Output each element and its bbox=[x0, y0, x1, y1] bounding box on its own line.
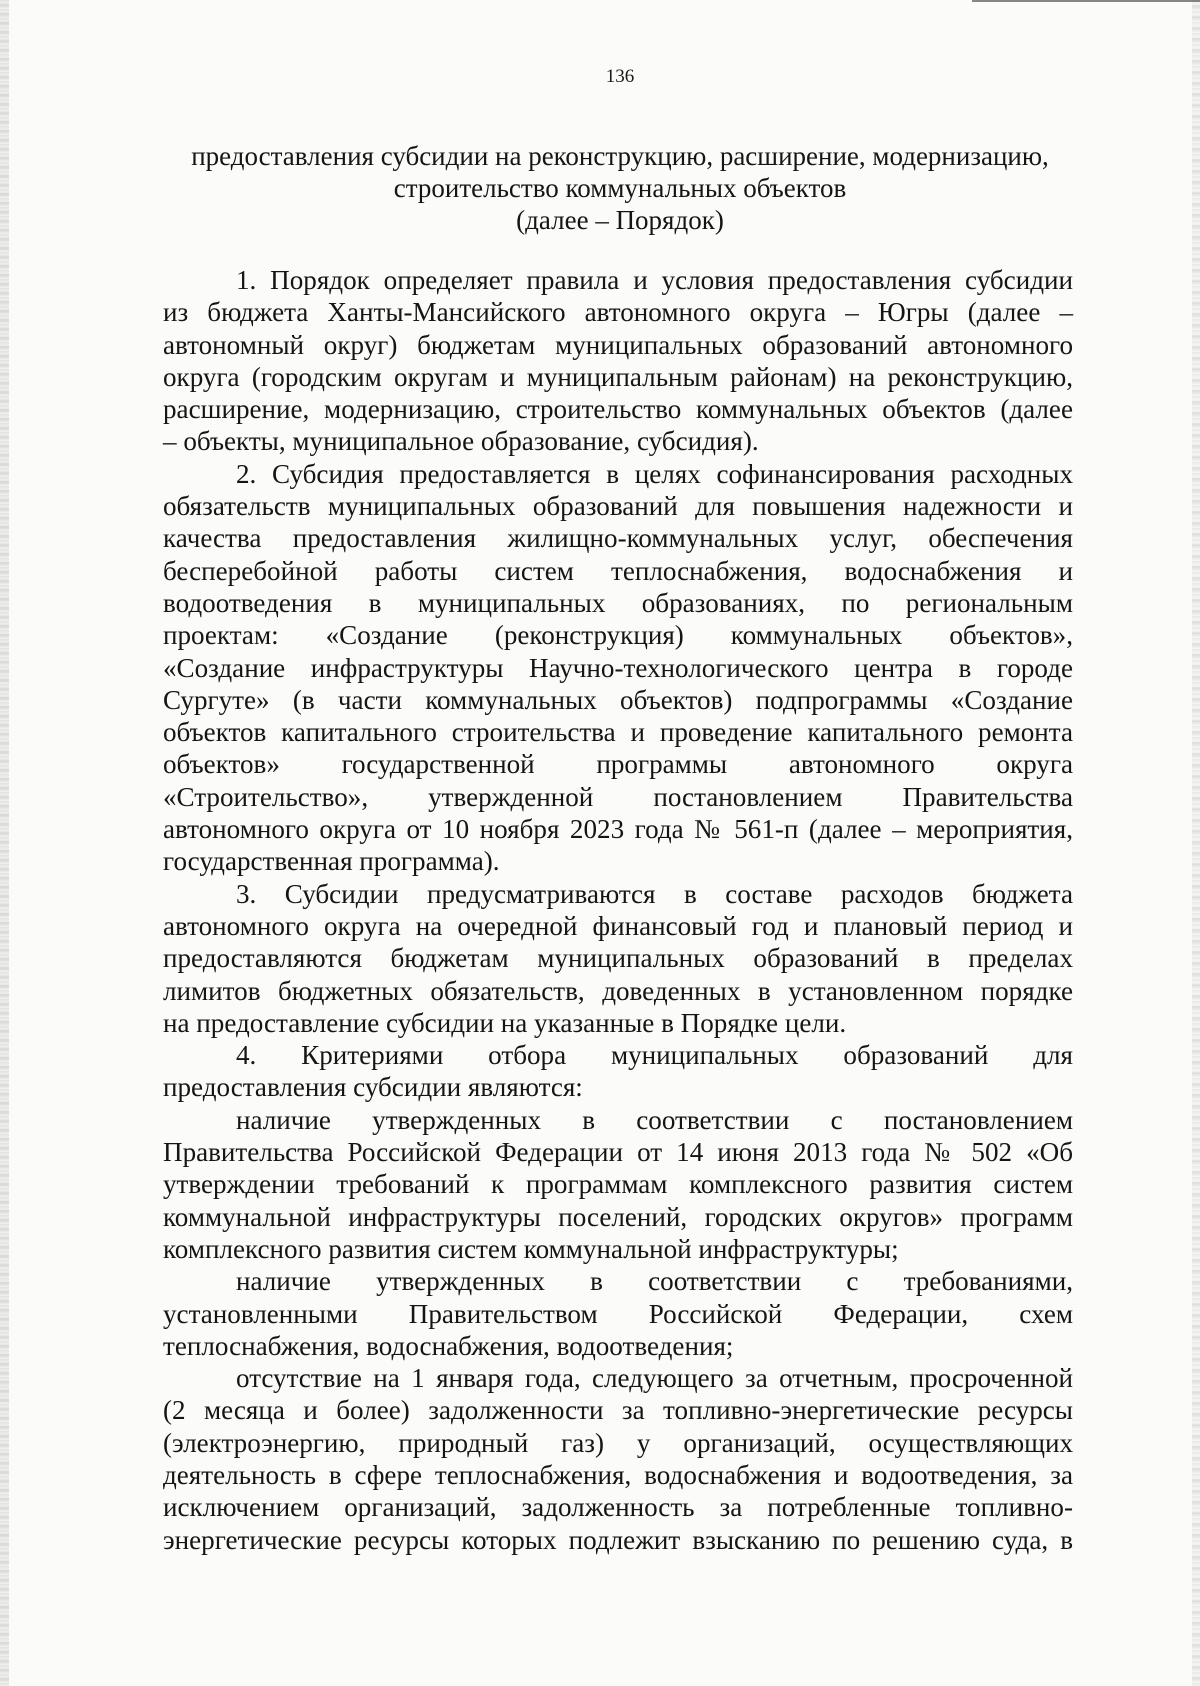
body-line: Правительства Российской Федерации от 14 июня 2013 года № 502 «Об bbox=[163, 1137, 1073, 1168]
body-line: расширение, модернизацию, строительство коммунальных объектов (далее bbox=[163, 394, 1073, 425]
body-line: объектов капитального строительства и проведение капитального ремонта bbox=[163, 717, 1073, 748]
body-line: теплоснабжения, водоснабжения, водоотведения; bbox=[163, 1330, 734, 1361]
body-line: 4. Критериями отбора муниципальных образований для bbox=[236, 1040, 1073, 1071]
body-line: 3. Субсидии предусматриваются в составе расходов бюджета bbox=[236, 878, 1073, 909]
body-line: предоставляются бюджетам муниципальных образований в пределах bbox=[163, 943, 1073, 974]
body-line: обязательств муниципальных образований для повышения надежности и bbox=[163, 491, 1073, 522]
title-line: предоставления субсидии на реконструкцию, расширение, модернизацию, bbox=[191, 141, 1049, 171]
scan-edge-left bbox=[0, 0, 9, 1686]
body-line: отсутствие на 1 января года, следующего за отчетным, просроченной bbox=[236, 1363, 1073, 1394]
body-line: деятельность в сфере теплоснабжения, водоснабжения и водоотведения, за bbox=[163, 1459, 1073, 1490]
body-line: округа (городским округам и муниципальным районам) на реконструкцию, bbox=[163, 361, 1073, 392]
body-line: качества предоставления жилищно-коммунальных услуг, обеспечения bbox=[163, 523, 1073, 554]
body-line: автономный округ) бюджетам муниципальных образований автономного bbox=[163, 329, 1073, 360]
body-line: наличие утвержденных в соответствии с требованиями, bbox=[236, 1266, 1073, 1297]
body-line: (электроэнергию, природный газ) у организаций, осуществляющих bbox=[163, 1427, 1073, 1458]
body-line: автономного округа на очередной финансовый год и плановый период и bbox=[163, 910, 1073, 941]
body-line: комплексного развития систем коммунальной инфраструктуры; bbox=[163, 1233, 899, 1264]
body-line: на предоставление субсидии на указанные в Порядке цели. bbox=[163, 1007, 847, 1038]
body-line: из бюджета Ханты-Мансийского автономного округа – Югры (далее – bbox=[163, 297, 1073, 328]
body-line: объектов» государственной программы автономного округа bbox=[163, 749, 1073, 780]
body-line: утверждении требований к программам комплексного развития систем bbox=[163, 1169, 1073, 1200]
document-title bbox=[120, 140, 1120, 236]
body-line: проектам: «Создание (реконструкция) коммунальных объектов», bbox=[163, 620, 1073, 651]
body-line: государственная программа). bbox=[163, 846, 500, 877]
body-line: (2 месяца и более) задолженности за топливно-энергетические ресурсы bbox=[163, 1395, 1073, 1426]
body-line: «Строительство», утвержденной постановлением Правительства bbox=[163, 781, 1073, 812]
page-number: 136 bbox=[605, 66, 635, 87]
body-line: лимитов бюджетных обязательств, доведенных в установленном порядке bbox=[163, 975, 1073, 1006]
scan-edge-top bbox=[972, 0, 1200, 2]
body-line: автономного округа от 10 ноября 2023 года № 561-п (далее – мероприятия, bbox=[163, 814, 1073, 845]
body-line: 2. Субсидия предоставляется в целях софинансирования расходных bbox=[236, 458, 1073, 489]
body-line: Сургуте» (в части коммунальных объектов) подпрограммы «Создание bbox=[163, 684, 1073, 715]
title-line: (далее – Порядок) bbox=[516, 205, 724, 235]
body-line: – объекты, муниципальное образование, субсидия). bbox=[163, 426, 759, 457]
body-line: водоотведения в муниципальных образованиях, по региональным bbox=[163, 587, 1073, 618]
scan-edge-right bbox=[1192, 0, 1200, 1686]
body-line: «Создание инфраструктуры Научно-технологического центра в городе bbox=[163, 652, 1073, 683]
body-line: наличие утвержденных в соответствии с постановлением bbox=[236, 1104, 1073, 1135]
body-line: предоставления субсидии являются: bbox=[163, 1072, 583, 1103]
body-line: 1. Порядок определяет правила и условия предоставления субсидии bbox=[236, 265, 1073, 295]
body-line: установленными Правительством Российской Федерации, схем bbox=[163, 1298, 1073, 1329]
body-line: исключением организаций, задолженность за потребленные топливно- bbox=[163, 1492, 1073, 1523]
title-line: строительство коммунальных объектов bbox=[393, 173, 847, 203]
body-line: коммунальной инфраструктуры поселений, городских округов» программ bbox=[163, 1201, 1073, 1232]
body-line: энергетические ресурсы которых подлежит взысканию по решению суда, в bbox=[163, 1524, 1073, 1555]
body-line: бесперебойной работы систем теплоснабжения, водоснабжения и bbox=[163, 555, 1073, 586]
document-body bbox=[163, 264, 1073, 1556]
